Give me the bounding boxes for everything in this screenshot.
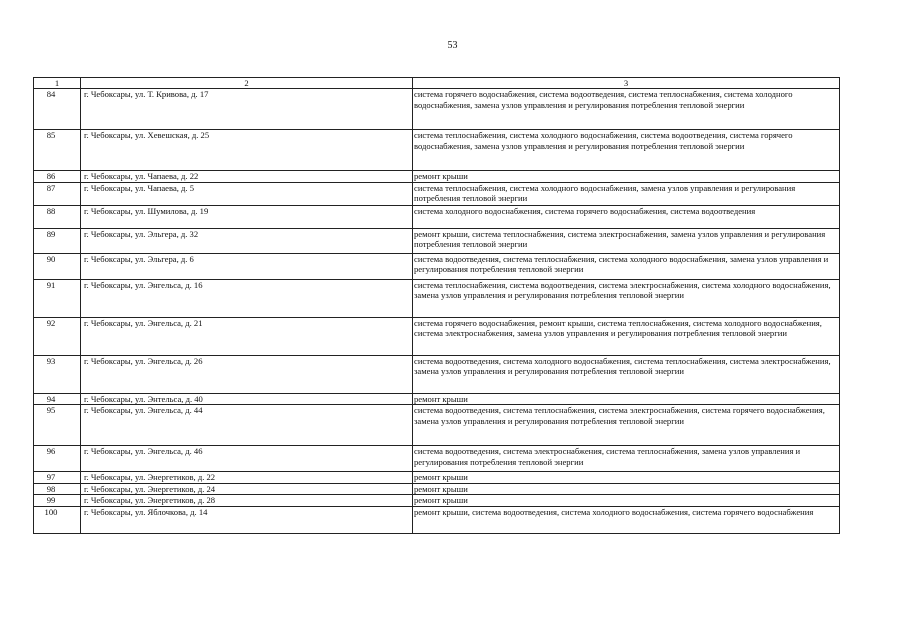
table-header-row (34, 78, 840, 89)
table-row (34, 472, 840, 484)
table-row (34, 355, 840, 393)
works-cell: система горячего водоснабжения, ремонт крыши, система теплоснабжения, система холодного водоснабжения, система электроснабжения, замена узлов управления и регулирования потребления тепловой энергии (413, 317, 840, 355)
row-number-cell: 96 (34, 446, 81, 472)
works-cell: ремонт крыши (413, 495, 840, 507)
table-row (34, 171, 840, 183)
column-header-address: 2 (81, 78, 413, 89)
works-cell: ремонт крыши (413, 483, 840, 495)
row-number-cell: 94 (34, 393, 81, 405)
address-cell: г. Чебоксары, ул. Эльгера, д. 6 (81, 253, 413, 279)
works-cell: ремонт крыши, система теплоснабжения, система электроснабжения, замена узлов управления и регулирования потребления тепловой энергии (413, 228, 840, 253)
row-number-cell: 92 (34, 317, 81, 355)
works-cell: система водоотведения, система электроснабжения, система теплоснабжения, замена узлов управления и регулирования потребления тепловой энергии (413, 446, 840, 472)
works-cell: система водоотведения, система холодного водоснабжения, система теплоснабжения, система электроснабжения, замена узлов управления и регулирования потребления тепловой энергии (413, 355, 840, 393)
row-number-cell: 100 (34, 506, 81, 533)
address-cell: г. Чебоксары, ул. Яблочкова, д. 14 (81, 506, 413, 533)
row-number-cell: 88 (34, 205, 81, 228)
row-number-cell: 97 (34, 472, 81, 484)
table-row (34, 393, 840, 405)
works-cell: система водоотведения, система теплоснабжения, система холодного водоснабжения, замена узлов управления и регулирования потребления тепловой энергии (413, 253, 840, 279)
row-number-cell: 95 (34, 405, 81, 446)
table-row (34, 446, 840, 472)
table-row (34, 205, 840, 228)
table-row (34, 253, 840, 279)
address-cell: г. Чебоксары, ул. Энергетиков, д. 28 (81, 495, 413, 507)
table-row (34, 279, 840, 317)
address-cell: г. Чебоксары, ул. Энергетиков, д. 24 (81, 483, 413, 495)
table-row (34, 130, 840, 171)
works-table (33, 77, 840, 534)
row-number-cell: 84 (34, 89, 81, 130)
address-cell: г. Чебоксары, ул. Хевешская, д. 25 (81, 130, 413, 171)
row-number-cell: 99 (34, 495, 81, 507)
works-cell: система холодного водоснабжения, система горячего водоснабжения, система водоотведения (413, 205, 840, 228)
table-row (34, 506, 840, 533)
address-cell: г. Чебоксары, ул. Энгельса, д. 44 (81, 405, 413, 446)
row-number-cell: 90 (34, 253, 81, 279)
address-cell: г. Чебоксары, ул. Энгельса, д. 46 (81, 446, 413, 472)
row-number-cell: 87 (34, 182, 81, 205)
works-cell: система теплоснабжения, система водоотведения, система электроснабжения, система холодного водоснабжения, замена узлов управления и регулирования потребления тепловой энергии (413, 279, 840, 317)
column-header-number: 1 (34, 78, 81, 89)
address-cell: г. Чебоксары, ул. Эльгера, д. 32 (81, 228, 413, 253)
works-cell: система теплоснабжения, система холодного водоснабжения, система водоотведения, система горячего водоснабжения, замена узлов управления и регулирования потребления тепловой энергии (413, 130, 840, 171)
address-cell: г. Чебоксары, ул. Шумилова, д. 19 (81, 205, 413, 228)
works-cell: ремонт крыши (413, 393, 840, 405)
row-number-cell: 85 (34, 130, 81, 171)
works-cell: система водоотведения, система теплоснабжения, система электроснабжения, система горячего водоснабжения, замена узлов управления и регулирования потребления тепловой энергии (413, 405, 840, 446)
table-row (34, 405, 840, 446)
address-cell: г. Чебоксары, ул. Чапаева, д. 5 (81, 182, 413, 205)
works-cell: ремонт крыши (413, 171, 840, 183)
row-number-cell: 93 (34, 355, 81, 393)
table-row (34, 483, 840, 495)
table-row (34, 182, 840, 205)
address-cell: г. Чебоксары, ул. Энтельса, д. 40 (81, 393, 413, 405)
works-cell: система теплоснабжения, система холодного водоснабжения, замена узлов управления и регулирования потребления тепловой энергии (413, 182, 840, 205)
row-number-cell: 98 (34, 483, 81, 495)
address-cell: г. Чебоксары, ул. Чапаева, д. 22 (81, 171, 413, 183)
address-cell: г. Чебоксары, ул. Энергетиков, д. 22 (81, 472, 413, 484)
address-cell: г. Чебоксары, ул. Энгельса, д. 16 (81, 279, 413, 317)
address-cell: г. Чебоксары, ул. Т. Кривова, д. 17 (81, 89, 413, 130)
address-cell: г. Чебоксары, ул. Энгельса, д. 21 (81, 317, 413, 355)
page-number: 53 (447, 40, 458, 51)
table-row (34, 317, 840, 355)
table-row (34, 495, 840, 507)
works-cell: ремонт крыши (413, 472, 840, 484)
row-number-cell: 86 (34, 171, 81, 183)
table-row (34, 89, 840, 130)
works-cell: система горячего водоснабжения, система водоотведения, система теплоснабжения, система холодного водоснабжения, замена узлов управления и регулирования потребления тепловой энергии (413, 89, 840, 130)
address-cell: г. Чебоксары, ул. Энгельса, д. 26 (81, 355, 413, 393)
table-row (34, 228, 840, 253)
row-number-cell: 89 (34, 228, 81, 253)
works-cell: ремонт крыши, система водоотведения, система холодного водоснабжения, система горячего водоснабжения (413, 506, 840, 533)
column-header-works: 3 (413, 78, 840, 89)
row-number-cell: 91 (34, 279, 81, 317)
